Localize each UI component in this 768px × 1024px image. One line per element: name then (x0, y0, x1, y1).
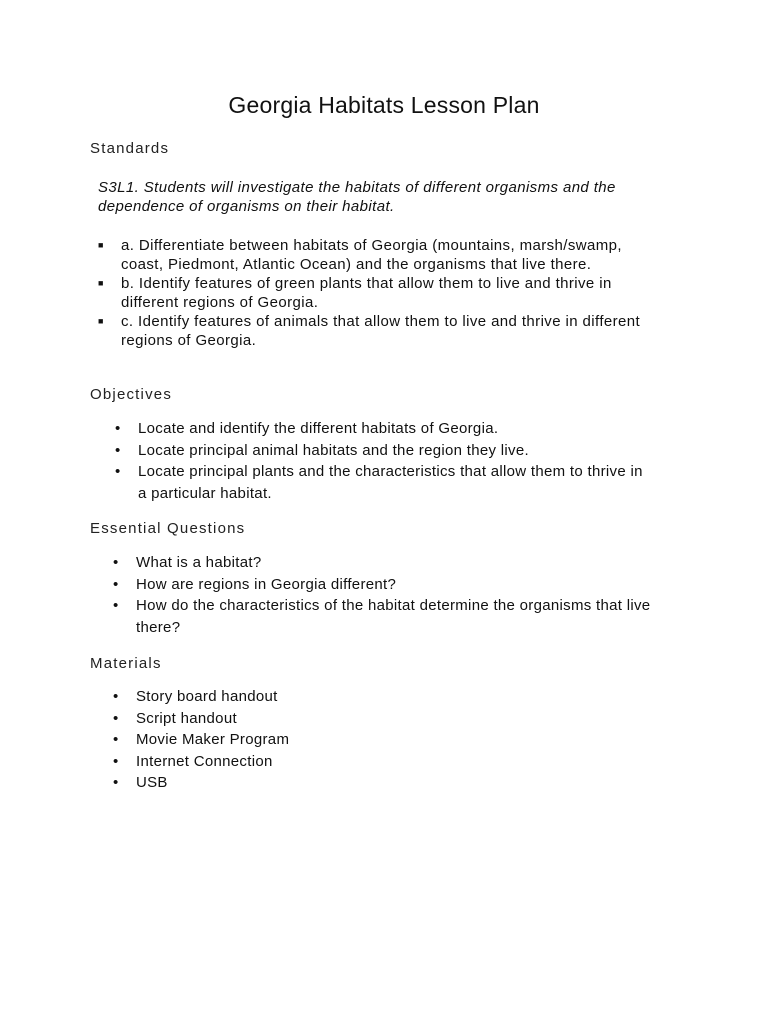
list-item-text: How are regions in Georgia different? (136, 575, 397, 593)
materials-list (113, 686, 653, 794)
list-item-text: USB (136, 774, 168, 791)
list-item: • How do the characteristics of the habitat determine the organisms that live there? (113, 597, 651, 636)
list-item: • USB (113, 774, 168, 791)
objectives-list (115, 418, 655, 504)
list-item-text: b. Identify features of green plants that allow them to live and thrive in different regions of Georgia. (121, 275, 612, 311)
list-item: • Script handout (113, 709, 237, 727)
standards-text: S3L1. Students will investigate the habitats of different organisms and the dependence of organisms on their habitat. (98, 179, 616, 215)
list-item-text: a. Differentiate between habitats of Georgia (mountains, marsh/swamp, coast, Piedmont, Atlantic Ocean) and the organisms that live there. (121, 237, 622, 273)
list-item-text: Script handout (136, 709, 237, 727)
list-item: ■ a. Differentiate between habitats of Georgia (mountains, marsh/swamp, coast, Piedmont, Atlantic Ocean) and the organisms that live there. (98, 237, 622, 273)
list-item: • Internet Connection (113, 752, 273, 770)
list-item-text: How do the characteristics of the habitat determine the organisms that live there? (136, 597, 651, 636)
list-item-text: What is a habitat? (136, 554, 262, 571)
list-item: • Locate and identify the different habitats of Georgia. (115, 420, 499, 437)
list-item-text: c. Identify features of animals that allow them to live and thrive in different regions of Georgia. (121, 313, 641, 349)
essential-questions-heading: Essential Questions (90, 520, 246, 537)
list-item: ■ b. Identify features of green plants that allow them to live and thrive in different regions of Georgia. (98, 275, 612, 311)
list-item: ■ c. Identify features of animals that allow them to live and thrive in different regions of Georgia. (98, 313, 641, 349)
list-item-text: Locate principal plants and the characteristics that allow them to thrive in a particular habitat. (138, 463, 643, 502)
list-item-text: Locate and identify the different habitats of Georgia. (138, 420, 499, 437)
essential-questions-list (113, 552, 693, 638)
objectives-heading: Objectives (90, 386, 173, 403)
list-item: • Locate principal plants and the characteristics that allow them to thrive in a particular habitat. (115, 463, 643, 502)
list-item: • Story board handout (113, 688, 278, 705)
list-item-text: Story board handout (136, 688, 278, 705)
list-item: • How are regions in Georgia different? (113, 575, 397, 593)
list-item-text: Locate principal animal habitats and the region they live. (138, 441, 529, 459)
list-item-text: Movie Maker Program (136, 731, 290, 748)
list-item: • Locate principal animal habitats and the region they live. (115, 441, 529, 459)
list-item: • What is a habitat? (113, 554, 262, 571)
list-item-text: Internet Connection (136, 752, 273, 770)
materials-heading: Materials (90, 655, 162, 672)
standards-heading: Standards (90, 140, 170, 157)
standards-list (98, 236, 658, 350)
page-title: Georgia Habitats Lesson Plan (228, 92, 540, 118)
list-item: • Movie Maker Program (113, 731, 290, 748)
